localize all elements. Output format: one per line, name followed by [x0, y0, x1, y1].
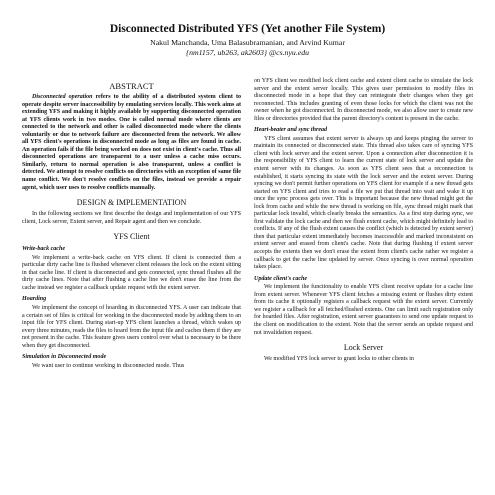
simulation-paragraph: We want user to continue working in disconnected mode. Thus [32, 362, 185, 369]
update-cache-heading: Update client's cache [254, 275, 308, 282]
simulation-heading: Simulation in Disconnected mode [22, 354, 107, 361]
paper-authors: Nakul Manchanda, Uma Balasubramanian, and Arvind Kumar [150, 38, 345, 47]
design-paragraph: In the following sections we first describe the design and implementation of our YFS client, Lock server, Extent server, and Repair agent and then we conclude. [22, 211, 241, 225]
heart-beater-heading: Heart-beater and sync thread [254, 127, 328, 134]
lock-server-paragraph: We modified YFS lock server to grant locks to other clients in [264, 356, 414, 363]
write-back-paragraph: We implement a write-back cache on YFS client. If client is connected then a particular dirty cache line is flushed whenever client releases the lock on the extent sitting in that cache line. If client is disconnected and gets connected, sync thread flushes all the dirty cache lines. Note that after flushing a cache line we don't erase the line from the cache instead we register a callback update request with the extent server. [22, 254, 241, 291]
abstract-paragraph [22, 94, 241, 192]
right-column [254, 78, 473, 370]
paper-title: Disconnected Distributed YFS (Yet another File System) [109, 23, 386, 35]
heart-beater-paragraph: YFS client assumes that extent server is always up and keeps pinging the server to maintain its connected or disconnected state. This thread also takes care of syncing YFS client with lock server and the extent server. Upon a connection after disconnection it is the responsibility of YFS client to learn the current state of lock server and update the extent server with its changes. As soon as YFS client sees that a reconnection is established, it starts syncing its state with the lock server and the extent server. During syncing we don't permit further operations on YFS client for example if a new thread gets started on YFS client and tries to read a file we put that thread into wait and wake it up once the sync process gets over. This is important because the new thread might get the lock from cache and while the new thread is working on file, sync thread might mark that particular lock invalid, which clearly breaks the semantics. As a first step during sync, we first validate the lock cache and then we flush extent cache, which might definitely lead to conflicts. If any of the flush extent causes the conflict (which is detected by extent server) then that particular extent immediately becomes inaccessible and marked inconsistent on extent server and erased from client's cache. Note that during flushing if extent server accepts the extents then we don't erase the extent from client's cache rather we register a callback to get the cache line updated by server. Once syncing is over normal operation takes place. [254, 135, 473, 271]
abstract-lead: Disconnected operation [32, 94, 93, 100]
yfs-client-heading: YFS Client [113, 232, 150, 242]
update-cache-paragraph: We implement the functionality to enable YFS client receive update for a cache line from extent server. Whenever YFS client fetches a missing extent or flushes dirty extent from its cache it optionally registers a callback request with the extent server. Currently we register a callback for all fetched/flushed extents. One can limit such registration only for hoarded files. After registration, extent server guarantees to send one update request to the client on modification to the extent. Note that the server sends an update request and not invalidation request. [254, 284, 473, 336]
abstract-heading: ABSTRACT [109, 81, 154, 91]
write-back-heading: Write-back cache [22, 246, 66, 253]
paper-emails: {nm1157, ub263, ak2603} @cs.nyu.edu [185, 48, 310, 57]
abstract-body: refers to the ability of a distributed system client to operate despite server inaccessibility by emulating services locally. This work aims at extending YFS and making it highly available by supporting disconnected operation at YFS clients work in two modes. One is called normal mode where clients are connected to the network and other is called disconnected mode where the clients voluntarily or due to network failure are disconnected from the network. We allow all YFS client's operations in disconnected mode as long as files are found in cache. An operation fails if the file being worked on does not exist in client's cache. Thus all disconnected operations are transparent to a user unless a cache miss occurs. Similarly, return to normal operation is also transparent, unless a conflict is detected. We attempt to resolve conflicts on directories with an exception of same file name conflict. We don't resolve conflicts on the files, instead we provide a repair agent, which user uses to resolve conflicts manually. [22, 94, 241, 191]
design-heading: DESIGN & IMPLEMENTATION [76, 198, 187, 208]
left-column [22, 78, 241, 370]
continued-paragraph: on YFS client we modified lock client cache and extent client cache to simulate the lock server and the extent server locally. This gives user permission to modify files in disconnected mode in a hope that they can reintegrate their changes when they get reconnected. This includes granting of even those locks for which the client was not the owner when he got disconnected. In disconnected mode, we also allow user to create new files or directories provided that the parent directory's content is present in the cache. [254, 78, 473, 122]
hoarding-heading: Hoarding [22, 296, 47, 303]
abstract [22, 94, 241, 192]
lock-server-heading: Lock Server [343, 343, 384, 353]
hoarding-paragraph: We implement the concept of hoarding in disconnected YFS. A user can indicate that a certain set of files is critical for working in the disconnected mode by adding them to an input file for YFS client. During start-up YFS client launches a thread, which wakes up every three minutes, reads the files to hoard from the input file and caches them if they are not present in the cache. This feature gives users control over what is necessary to be there when they get disconnected. [22, 305, 242, 349]
body-columns [22, 78, 473, 370]
